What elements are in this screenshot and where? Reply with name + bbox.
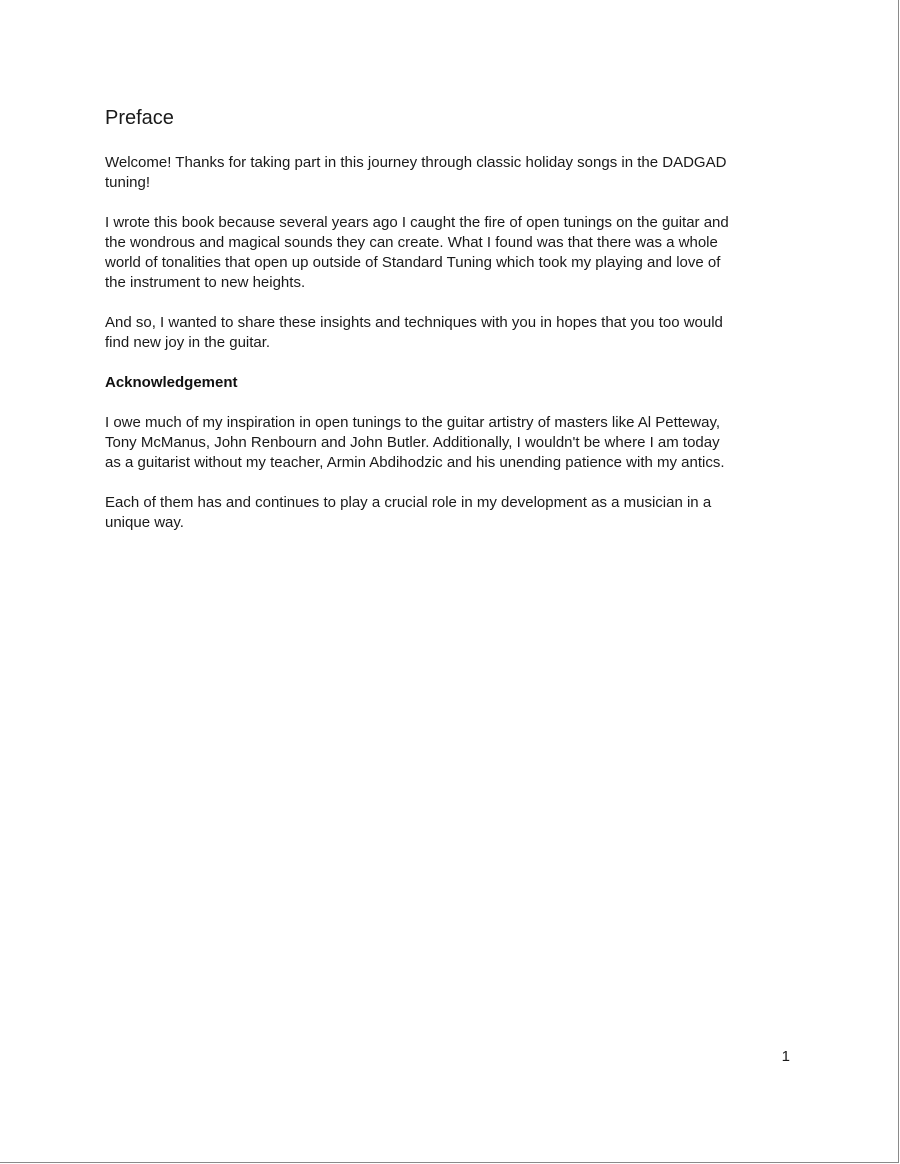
page-title: Preface [105, 107, 174, 129]
paragraph-line: the wondrous and magical sounds they can create. What I found was that there was a whole [105, 234, 718, 251]
gratitude-paragraph [105, 493, 805, 533]
welcome-paragraph [105, 153, 805, 193]
sharing-paragraph [105, 313, 805, 353]
paragraph-line: Each of them has and continues to play a crucial role in my development as a musician in a [105, 494, 712, 511]
page-number: 1 [781, 1048, 790, 1065]
paragraph-line: I wrote this book because several years ago I caught the fire of open tunings on the guitar and [105, 214, 729, 231]
paragraph-line: I owe much of my inspiration in open tunings to the guitar artistry of masters like Al Petteway, [105, 414, 721, 431]
motivation-paragraph [105, 213, 805, 293]
paragraph-line: Tony McManus, John Renbourn and John Butler. Additionally, I wouldn't be where I am today [105, 434, 720, 451]
inspiration-paragraph [105, 413, 805, 473]
paragraph-line: unique way. [105, 514, 184, 531]
acknowledgement-heading: Acknowledgement [105, 374, 238, 391]
paragraph-line: world of tonalities that open up outside of Standard Tuning which took my playing and love of [105, 254, 721, 271]
paragraph-line: tuning! [105, 174, 151, 191]
paragraph-line: the instrument to new heights. [105, 274, 306, 291]
paragraph-line: Welcome! Thanks for taking part in this journey through classic holiday songs in the DADGAD [105, 154, 727, 171]
paragraph-line: And so, I wanted to share these insights and techniques with you in hopes that you too would [105, 314, 723, 331]
paragraph-line: as a guitarist without my teacher, Armin Abdihodzic and his unending patience with my antics. [105, 454, 725, 471]
page-content [105, 106, 805, 553]
paragraph-line: find new joy in the guitar. [105, 334, 271, 351]
